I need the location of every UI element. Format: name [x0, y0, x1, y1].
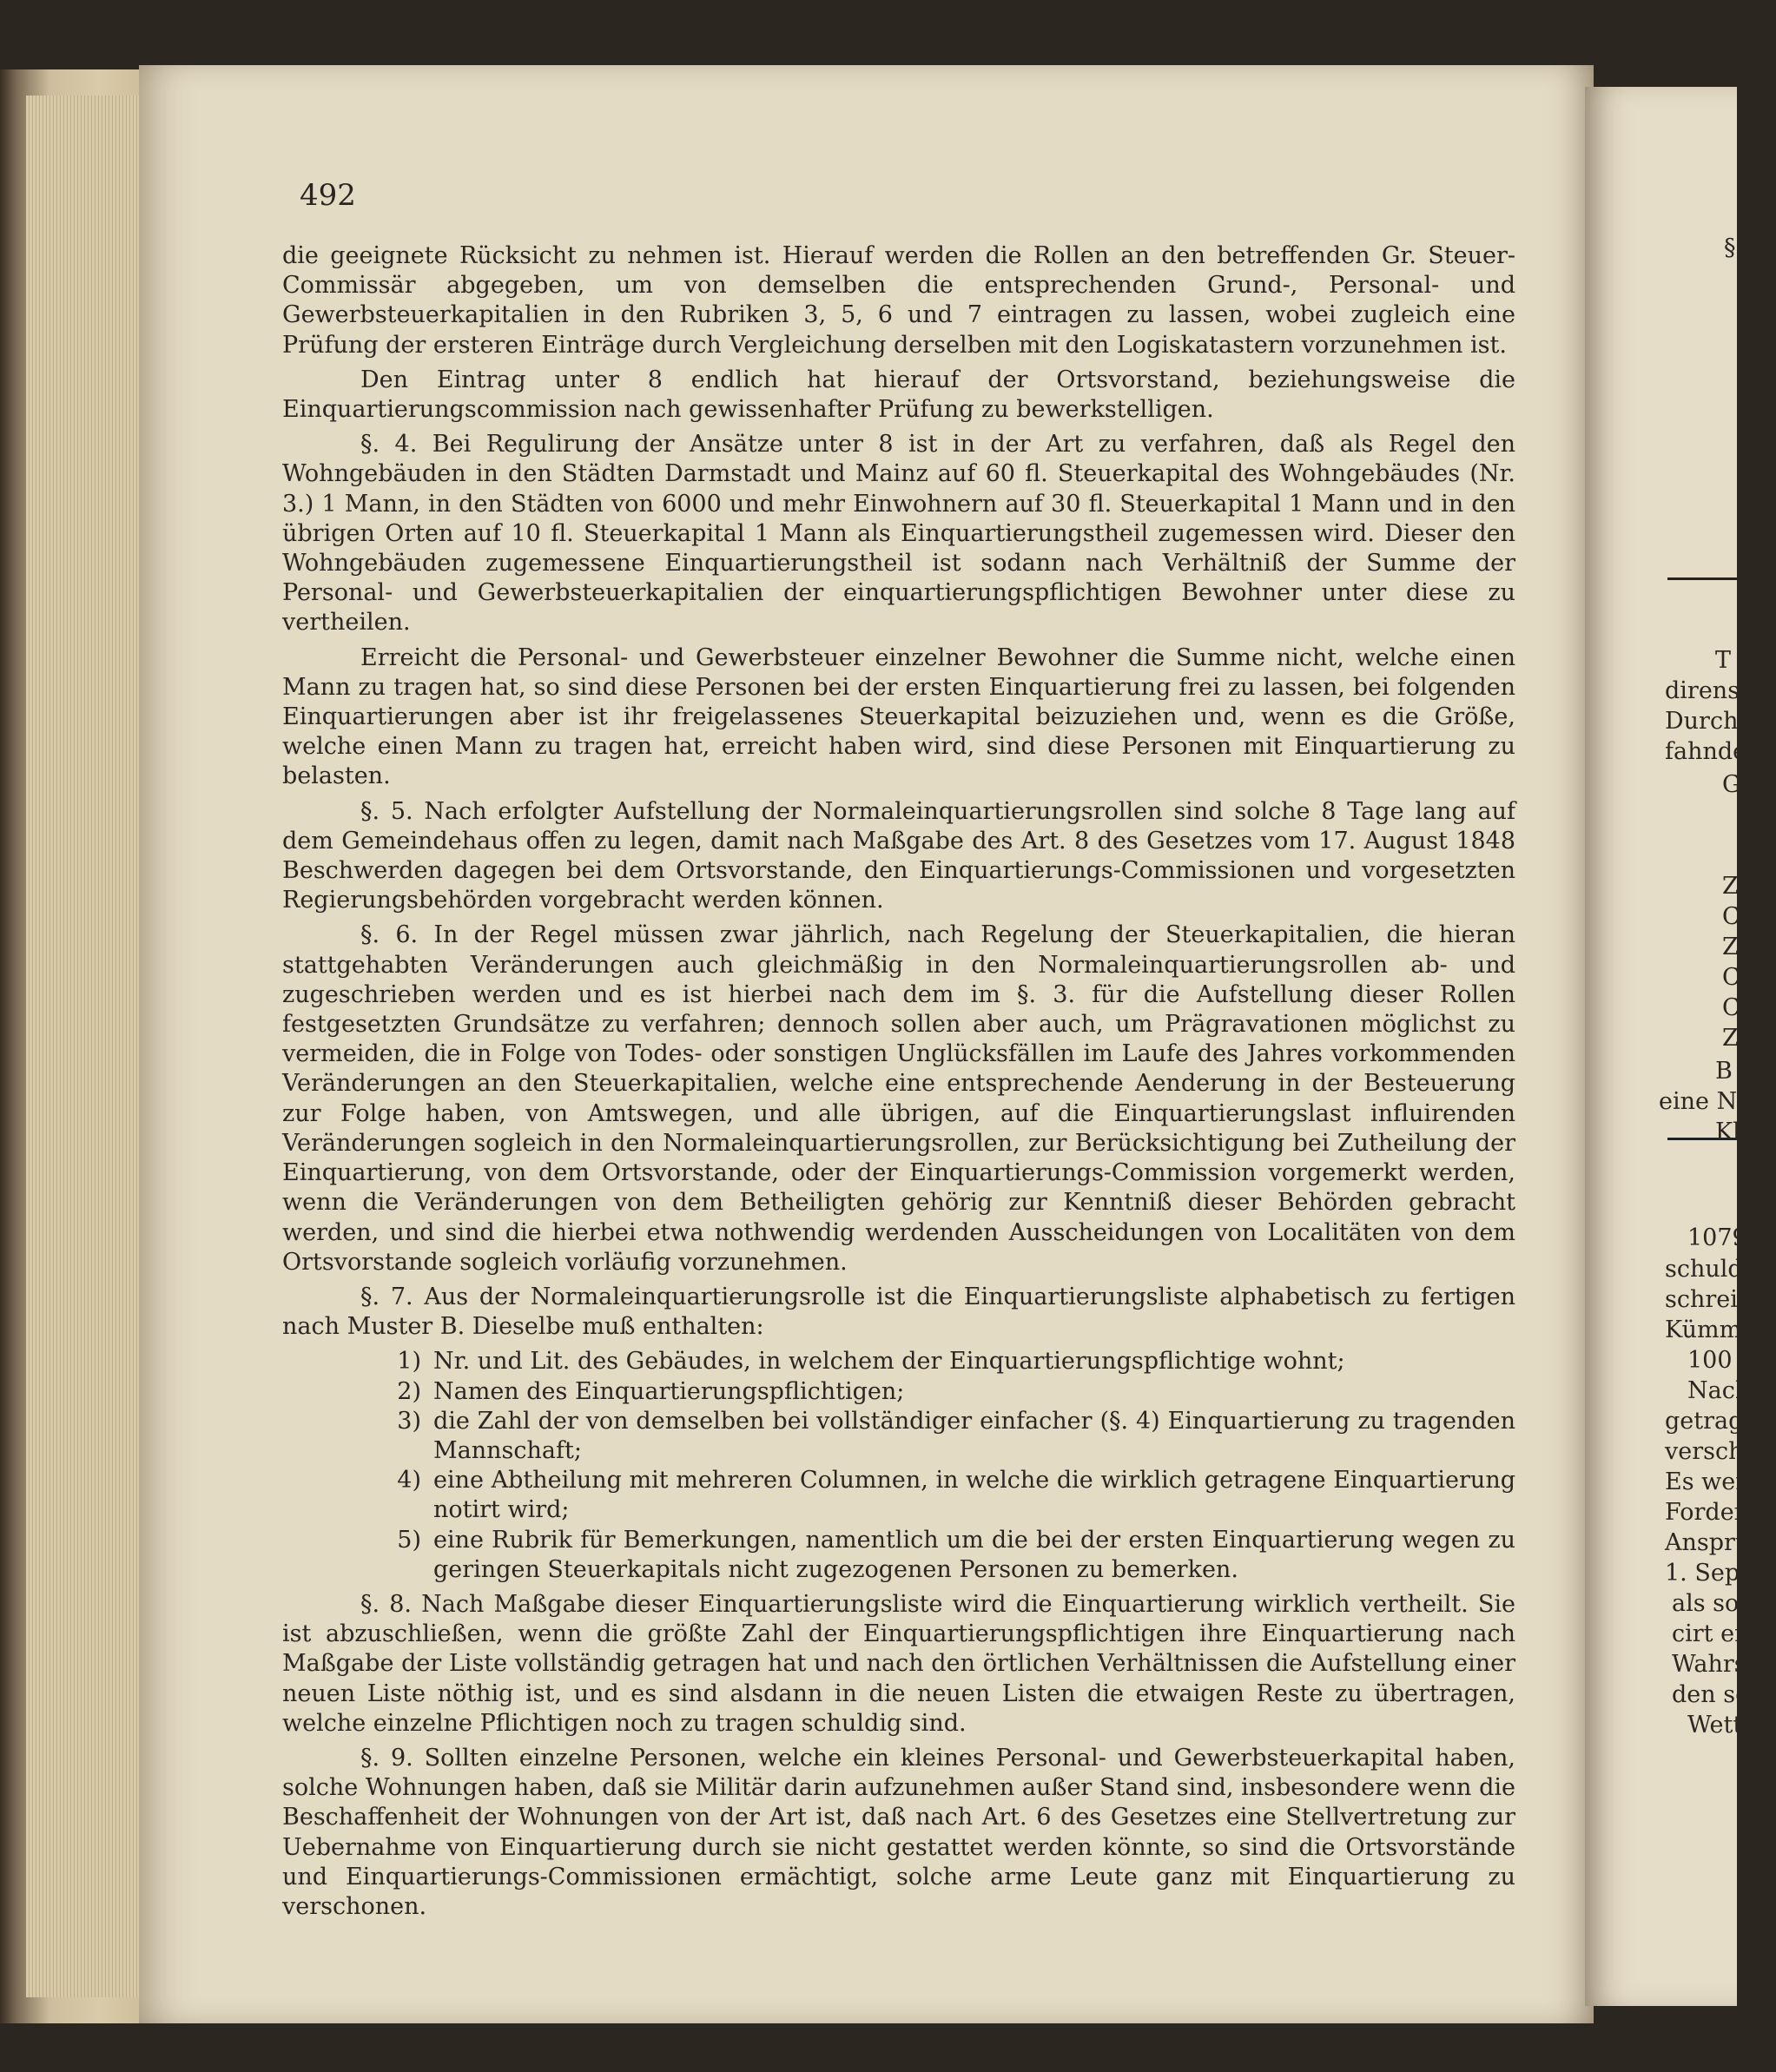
list-item-number: 2) — [397, 1377, 421, 1405]
list-item-number: 4) — [397, 1467, 421, 1495]
right-page-fragment: Z — [1722, 873, 1739, 900]
right-page-fragment: Ansprüc — [1665, 1529, 1764, 1556]
right-page-fragment: C — [1722, 994, 1740, 1021]
right-page-fragment: schuldet — [1665, 1256, 1766, 1283]
right-page-fragment: cirt erkl — [1672, 1620, 1767, 1647]
right-page-fragment: Forderu — [1665, 1499, 1760, 1526]
list-item-number: 5) — [397, 1526, 421, 1554]
right-page-fragment: als son — [1672, 1590, 1754, 1617]
right-page-fragment: Wett — [1687, 1712, 1743, 1739]
right-page-fragment: direns — [1665, 677, 1740, 704]
list-item-text: Nr. und Lit. des Gebäudes, in welchem der Einquartierungspflichtige wohnt; — [433, 1348, 1345, 1376]
paragraph-section-9: §. 9. Sollten einzelne Personen, welche ein kleines Personal- und Gewerbsteuerkapital haben, solche Wohnungen haben, daß sie Militär darin aufzunehmen außer Stand sind, insbesondere wenn die Beschaffenheit der Wohnungen von der Art ist, daß nach Art. 6 des Gesetzes eine Stellvertretung zur Uebernahme von Einquartierung durch sie nicht gestattet werden könnte, so sind die Ortsvorstände und Einquartierungs-Commissionen ermächtigt, solche arme Leute ganz mit Einquartierung zu verschonen. — [282, 1744, 1515, 1920]
right-page-fragment: Durchl — [1665, 708, 1746, 735]
paragraph-section-8: §. 8. Nach Maßgabe dieser Einquartierungsliste wird die Einquartierung wirklich vertheilt. Sie ist abzuschließen, wenn die größte Zahl der Einquartierungspflichtigen ihre Einquartierung nach Maßgabe der Liste vollständig getragen hat und nach den örtlichen Verhältnissen die Aufstellung einer neuen Liste nöthig ist, und es sind alsdann in die neuen Listen die etwaigen Reste zu übertragen, welche einzelne Pflichtigen noch zu tragen schuldig sind. — [282, 1590, 1515, 1737]
right-page-fragment: Z — [1722, 934, 1739, 960]
list-item-number: 1) — [397, 1348, 421, 1376]
list-item-text: eine Rubrik für Bemerkungen, namentlich um die bei der ersten Einquartierung wegen zu geringen Steuerkapitals nicht zugezogenen Personen zu bemerken. — [433, 1526, 1515, 1583]
right-page-fragment: schreibu — [1665, 1286, 1768, 1313]
paragraph-section-6: §. 6. In der Regel müssen zwar jährlich, nach Regelung der Steuerkapitalien, die hieran stattgehabten Veränderungen auch gleichmäßig in den Normaleinquartierungsrollen ab- und zugeschrieben werden und es ist hierbei nach dem im §. 3. für die Aufstellung dieser Rollen festgesetzten Grundsätze zu verfahren; dennoch sollen aber auch, um Prägravationen möglichst zu vermeiden, die in Folge von Todes- oder sonstigen Unglücksfällen im Laufe des Jahres vorkommenden Veränderungen an den Steuerkapitalien, welche eine entsprechende Aenderung in der Besteuerung zur Folge haben, von Amtswegen, und alle übrigen, auf die Einquartierungslast influirenden Veränderungen sogleich in den Normaleinquartierungsrollen, zur Berücksichtigung bei Zutheilung der Einquartierung, von dem Ortsvorstande, oder der Einquartierungs-Commission vorgemerkt werden, wenn die Veränderungen von dem Betheiligten gehörig zur Kenntniß dieser Behörden gebracht werden, und sind die hierbei etwa nothwendig werdenden Ausscheidungen von Localitäten von dem Ortsvorstande sogleich vorläufig vorzunehmen. — [282, 921, 1515, 1276]
page-body — [282, 241, 1515, 1927]
right-page-fragment: 100 R — [1687, 1347, 1758, 1374]
list-item — [282, 1466, 1515, 1525]
list-item-text: die Zahl der von demselben bei vollständiger einfacher (§. 4) Einquartierung zu tragenden Mannschaft; — [433, 1407, 1515, 1464]
right-page-fragment: Kl — [1715, 1118, 1740, 1145]
paragraph-section-7: §. 7. Aus der Normaleinquartierungsrolle ist die Einquartierungsliste alphabetisch zu fertigen nach Muster B. Dieselbe muß enthalten: — [282, 1283, 1515, 1341]
right-page-fragment: § — [1724, 234, 1736, 261]
paragraph-section-5: §. 5. Nach erfolgter Aufstellung der Normaleinquartierungsrollen sind solche 8 Tage lang auf dem Gemeindehaus offen zu legen, damit nach Maßgabe des Art. 8 des Gesetzes vom 17. August 1848 Beschwerden dagegen bei dem Ortsvorstande, den Einquartierungs-Commissionen und vorgesetzten Regierungsbehörden vorgebracht werden können. — [282, 797, 1515, 914]
right-page-fragment: B — [1715, 1058, 1733, 1085]
right-page-fragment: den soll — [1672, 1681, 1765, 1708]
right-page-fragment: fahnder — [1665, 738, 1759, 765]
right-page-fragment: C — [1722, 964, 1740, 991]
section-7-list — [282, 1347, 1515, 1585]
paragraph-entry-8: Den Eintrag unter 8 endlich hat hierauf der Ortsvorstand, beziehungsweise die Einquartierungscommission nach gewissenhafter Prüfung zu bewerkstelligen. — [282, 366, 1515, 424]
paragraph-continuation: die geeignete Rücksicht zu nehmen ist. Hierauf werden die Rollen an den betreffenden Gr. Steuer-Commissär abgegeben, um von demselben die entsprechenden Grund-, Personal- und Gewerbsteuerkapitalien in den Rubriken 3, 5, 6 und 7 eintragen zu lassen, wobei zugleich eine Prüfung der ersteren Einträge durch Vergleichung derselben mit den Logiskatastern vorzunehmen ist. — [282, 242, 1515, 359]
list-item — [282, 1407, 1515, 1466]
right-page-fragment: getrager — [1665, 1408, 1769, 1435]
right-page-fragment: eine N — [1659, 1088, 1738, 1115]
paragraph-section-4: §. 4. Bei Regulirung der Ansätze unter 8 ist in der Art zu verfahren, daß als Regel den Wohngebäuden in den Städten Darmstadt und Mainz auf 60 fl. Steuerkapital des Wohngebäudes (Nr. 3.) 1 Mann, in den Städten von 6000 und mehr Einwohnern auf 30 fl. Steuerkapital 1 Mann und in den übrigen Orten auf 10 fl. Steuerkapital 1 Mann als Einquartierungstheil zugemessen wird. Dieser den Wohngebäuden zugemessene Einquartierungstheil ist sodann nach Verhältniß der Summe der Personal- und Gewerbsteuerkapitalien der einquartierungspflichtigen Bewohner unter diese zu vertheilen. — [282, 431, 1515, 637]
right-page-fragment: 1079 — [1687, 1224, 1747, 1251]
right-page-fragment: 1. Sep — [1665, 1560, 1740, 1587]
page-number: 492 — [300, 178, 356, 213]
list-item-number: 3) — [397, 1407, 421, 1435]
right-page-fragment: C — [1722, 903, 1740, 930]
right-page-fragment: Z — [1722, 1025, 1739, 1052]
paragraph-section-4-cont: Erreicht die Personal- und Gewerbsteuer einzelner Bewohner die Summe nicht, welche einen Mann zu tragen hat, so sind diese Personen bei der ersten Einquartierung frei zu lassen, bei folgenden Einquartierungen aber ist ihr freigelassenes Steuerkapital beizuziehen und, wenn es die Größe, welche einen Mann zu tragen hat, erreicht haben wird, sind diese Personen mit Einquartierung zu belasten. — [282, 643, 1515, 790]
list-item-text: Namen des Einquartierungspflichtigen; — [433, 1377, 905, 1405]
divider-rule — [1667, 577, 1737, 580]
right-page-fragment: Nach — [1687, 1377, 1751, 1404]
right-page-fragment: Wahrsch — [1672, 1651, 1775, 1678]
page-stack-edges — [26, 96, 156, 1997]
right-page-fragment: Es wer — [1665, 1468, 1747, 1495]
list-item — [282, 1347, 1515, 1376]
right-page-fragment: T — [1715, 647, 1732, 674]
right-page-fragment: Kümme — [1665, 1316, 1756, 1343]
list-item-text: eine Abtheilung mit mehreren Columnen, in welche die wirklich getragene Einquartierung notirt wird; — [433, 1467, 1515, 1524]
list-item — [282, 1526, 1515, 1585]
list-item — [282, 1377, 1515, 1407]
right-page-fragment: verschrei — [1665, 1438, 1776, 1465]
right-page-edge — [1585, 87, 1776, 2006]
right-page-fragment: G — [1722, 771, 1741, 798]
